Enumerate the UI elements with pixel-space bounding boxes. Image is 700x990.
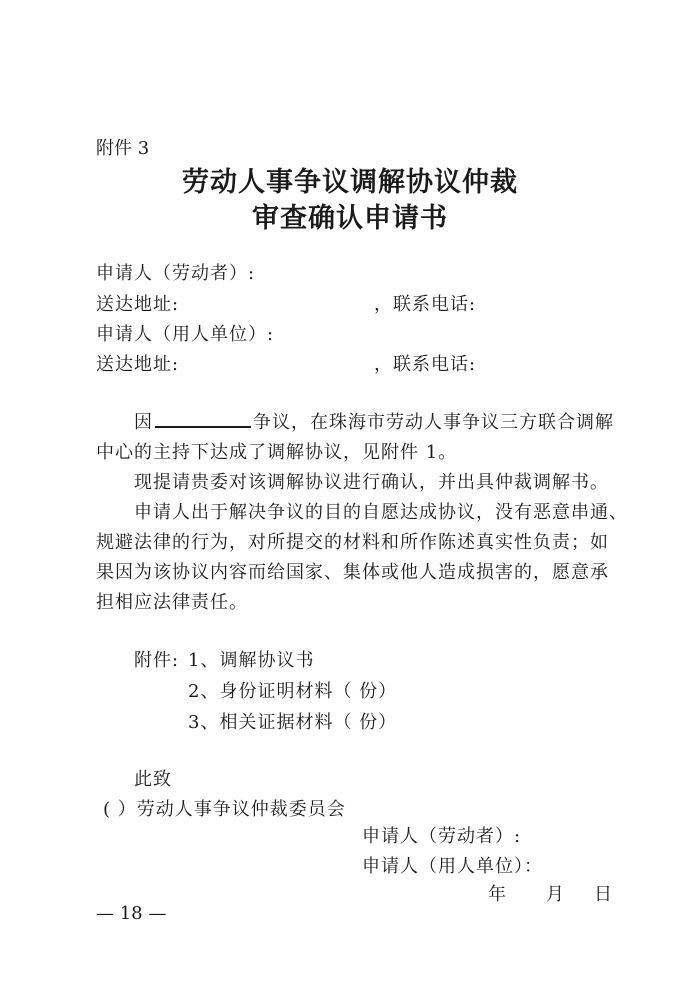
page-title: 劳动人事争议调解协议仲裁	[182, 167, 518, 198]
page-number: — 18 —	[96, 903, 167, 924]
paragraph-1-rest: 争议，在珠海市劳动人事争议三方联合调解	[253, 412, 614, 433]
committee-name: ( ）劳动人事争议仲裁委员会	[103, 799, 346, 820]
paragraph-1-line-2: 中心的主持下达成了调解协议，见附件 1。	[96, 442, 458, 463]
paragraph-3-line-2: 规避法律的行为，对所提交的材料和所作陈述真实性负责；如	[96, 532, 609, 553]
address-label-2: 送达地址:	[96, 354, 180, 375]
paragraph-2: 现提请贵委对该调解协议进行确认，并出具仲裁调解书。	[134, 472, 609, 493]
dispute-type-blank	[155, 410, 251, 428]
address-label-1: 送达地址:	[96, 294, 180, 315]
page-subtitle: 审查确认申请书	[252, 203, 448, 234]
date-year: 年	[488, 884, 507, 905]
paragraph-3-line-1: 申请人出于解决争议的目的自愿达成协议，没有恶意串通、	[134, 502, 628, 523]
phone-label-1: ，联系电话:	[374, 294, 477, 315]
attachments-label: 附件:	[134, 650, 180, 671]
attachment-item-3: 3、相关证据材料（ 份）	[188, 712, 398, 733]
salutation: 此致	[134, 769, 172, 790]
paragraph-1-line-1	[134, 408, 614, 434]
date-month: 月	[546, 884, 565, 905]
phone-label-2: ，联系电话:	[374, 354, 477, 375]
attachment-item-2: 2、身份证明材料（ 份）	[188, 681, 398, 702]
paragraph-3-line-3: 果因为该协议内容而给国家、集体或他人造成损害的，愿意承	[96, 562, 609, 583]
signature-employer: 申请人（用人单位）：	[362, 856, 543, 877]
attachment-label: 附件 3	[96, 138, 150, 159]
date-day: 日	[594, 884, 613, 905]
paragraph-1-start: 因	[134, 412, 153, 433]
attachment-item-1: 1、调解协议书	[188, 650, 315, 671]
applicant-worker-label: 申请人（劳动者）:	[96, 263, 256, 284]
paragraph-3-line-4: 担相应法律责任。	[96, 592, 248, 613]
signature-worker: 申请人（劳动者）:	[362, 826, 522, 847]
applicant-employer-label: 申请人（用人单位）:	[96, 324, 275, 345]
